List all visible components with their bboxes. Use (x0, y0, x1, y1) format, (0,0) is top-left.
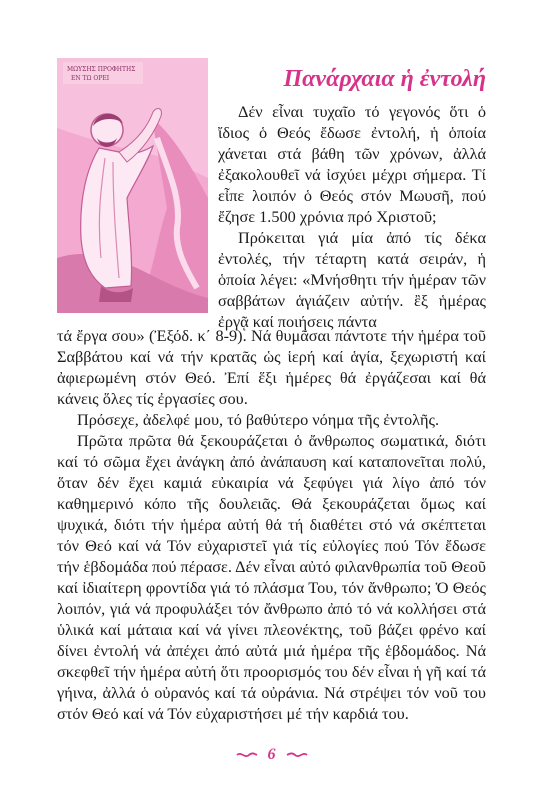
body-text (57, 325, 486, 724)
page-footer (0, 746, 543, 764)
body-paragraph: τά ἔργα σου» (Ἐξόδ. κ΄ 8-9). Νά θυμᾶσαι πάντοτε τήν ἡμέρα τοῦ Σαββάτου καί νά τήν κρατᾶς ὡς ἱερή καί ἁγία, ξεχωριστή καί ἀφιερωμένη στόν Θεό. Ἐπί ἕξι ἡμέρες θά ἐργάζεσαι καί θά κάνεις ὅλες τίς ἐργασίες σου. (57, 326, 486, 408)
icon-inscription-line2: ΕΝ ΤΩ ΟΡΕΙ (71, 75, 110, 82)
body-paragraph: Πρῶτα πρῶτα θά ξεκουράζεται ὁ ἄνθρωπος σωματικά, διότι καί τό σῶμα ἔχει ἀνάγκη ἀπό ἀνάπαυση καί καταπονεῖται πολύ, ὅταν δέν ἔχει καμιά εὐκαιρία νά ξεφύγει γιά λίγο ἀπό τόν καθημερινό κόπο τῆς δουλειᾶς. Θά ξεκουράζεται ὅμως καί ψυχικά, διότι τήν ἡμέρα αὐτή θά τή διαθέτει στό νά σκέπτεται τόν Θεό καί νά Τόν εὐχαριστεῖ γιά τίς εὐλογίες πού Τόν ἔδωσε τήν ἑβδομάδα πού πέρασε. Δέν εἶναι αὐτό φιλανθρωπία τοῦ Θεοῦ καί ἰδιαίτερη φροντίδα γιά τό πλάσμα Του, τόν ἄνθρωπο; Ὁ Θεός λοιπόν, γιά νά προφυλάξει τόν ἄνθρωπο ἀπό τό νά κολλήσει στά ὑλικά καί μάταια καί νά γίνει πλεονέκτης, τοῦ βάζει φρένο καί δίνει ἐντολή νά ἀπέχει ἀπό αὐτά μιά ἡμέρα τῆς ἑβδομάδος. Νά σκεφθεῖ τήν ἡμέρα αὐτή ὅτι προορισμός του δέν εἶναι ἡ γῆ καί τά γήινα, ἀλλά ὁ οὐρανός καί τά οὐράνια. Νά στρέψει τόν νοῦ του στόν Θεό καί νά Τόν εὐχαριστήσει μέ τήν καρδιά του. (57, 431, 486, 723)
column-paragraph: Πρόκειται γιά μία ἀπό τίς δέκα ἐντολές, τήν τέταρτη κατά σειράν, ἡ ὁποία λέγει: «Μνήσθητι τήν ἡμέραν τῶν σαββάτων ἁγιάζειν αὐτήν. ἒξ ἡμέρας ἐργᾷ καί ποιήσεις πάντα (218, 228, 486, 331)
moses-icon-image (57, 58, 208, 313)
column-text (218, 101, 486, 332)
prophet-figure-illustration (57, 58, 208, 313)
page-number: 6 (267, 746, 276, 763)
column-paragraph: Δέν εἶναι τυχαῖο τό γεγονός ὅτι ὁ ἴδιος ὁ Θεός ἔδωσε ἐντολή, ἡ ὁποία χάνεται στά βάθη τῶν χρόνων, ἀλλά ἐξακολουθεῖ νά ἰσχύει μέχρι σήμερα. Τί εἶπε λοιπόν ὁ Θεός στόν Μωυσῆ, πού ἔζησε 1.500 χρόνια πρό Χριστοῦ; (218, 102, 486, 226)
page-title: Πανάρχαια ἡ ἐντολή (283, 66, 486, 92)
left-ornament-icon (236, 750, 258, 760)
body-paragraph: Πρόσεχε, ἀδελφέ μου, τό βαθύτερο νόημα τῆς ἐντολῆς. (77, 410, 440, 429)
icon-inscription-line1: ΜΩΥΣΗΣ ΠΡΟΦΗΤΗΣ (67, 66, 136, 73)
right-ornament-icon (286, 750, 308, 760)
